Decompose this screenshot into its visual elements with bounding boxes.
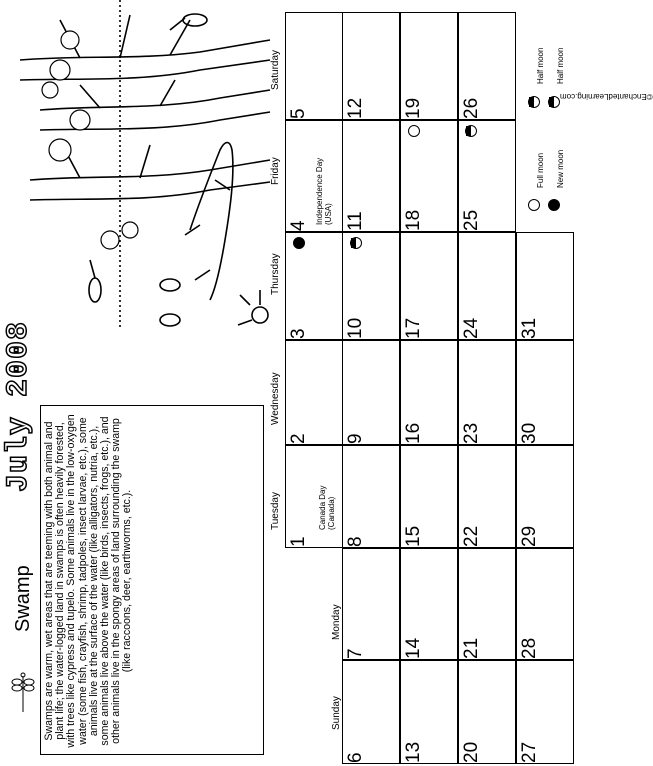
legend-half-1: Half moon [536,47,545,84]
topic-title: Swamp [12,565,34,632]
date-number: 5 [288,108,309,119]
date-number: 14 [403,637,424,659]
new-moon-icon [548,199,560,211]
date-number: 24 [461,317,482,339]
dayname-saturday: Saturday [270,49,281,90]
date-number: 9 [345,433,366,444]
full-moon-icon [528,199,540,211]
calendar-day-13 [400,660,458,764]
date-number: 29 [519,525,540,547]
date-number: 25 [461,209,482,231]
calendar-day-28 [516,548,574,660]
dayname-tuesday: Tuesday [270,492,281,530]
calendar-day-31 [516,232,574,340]
holiday-canada-day: Canada Day (Canada) [318,485,336,530]
calendar-day-27 [516,660,574,764]
legend-full: Full moon [536,152,545,188]
calendar-day-20 [458,660,516,764]
half-moon-icon [350,237,362,249]
new-moon-icon [293,237,305,249]
description-text: Swamps are warm, wet areas that are teeming with both animal and plant life; the water-logged land in swamps is often heavily forested, with trees like cypress and tupelo. Some animals live in the low-oxygen water (some fish, crayfish, shrimp, tadpoles, insect larvae, etc.), some animals live at the surface of the water (like alligators, nutria, etc.), some animals live above the water (like birds, insects, frogs, etc.), and other animals live in the spongy areas of land surrounding the swamp (like raccoons, deer, earthworms, etc.). [43,414,134,748]
holiday-independence-day: Independence Day (USA) [315,157,333,225]
calendar-day-29 [516,445,574,548]
full-moon-icon [408,125,420,137]
date-number: 3 [288,328,309,339]
dayname-thursday: Thursday [270,253,281,295]
calendar-day-23 [458,340,516,445]
calendar-day-12 [342,12,400,120]
date-number: 13 [403,741,424,763]
half-moon-icon [528,96,540,108]
date-number: 12 [345,97,366,119]
month-title: July 2008 [2,320,36,492]
calendar-day-8 [342,445,400,548]
calendar-day-5 [285,12,343,120]
date-number: 4 [288,220,309,231]
date-number: 8 [345,536,366,547]
dayname-sunday: Sunday [331,696,342,730]
calendar-day-14 [400,548,458,660]
calendar-day-22 [458,445,516,548]
calendar-day-16 [400,340,458,445]
date-number: 15 [403,525,424,547]
legend-half-2: Half moon [556,47,565,84]
dragonfly-icon [12,672,34,714]
calendar-day-25 [458,120,516,232]
date-number: 26 [461,97,482,119]
date-number: 21 [461,637,482,659]
date-number: 10 [345,317,366,339]
calendar-day-30 [516,340,574,445]
date-number: 11 [345,211,366,231]
legend-new: New moon [556,149,565,188]
date-number: 17 [403,317,424,339]
half-moon-icon [548,96,560,108]
date-number: 6 [345,752,366,763]
calendar-day-4 [285,120,343,232]
date-number: 20 [461,741,482,763]
date-number: 18 [403,209,424,231]
calendar-day-18 [400,120,458,232]
date-number: 2 [288,433,309,444]
calendar-day-9 [342,340,400,445]
date-number: 16 [403,422,424,444]
calendar-day-2 [285,340,343,445]
date-number: 1 [288,536,309,547]
date-number: 7 [345,648,366,659]
dayname-monday: Monday [331,604,342,640]
calendar-day-15 [400,445,458,548]
calendar-day-19 [400,12,458,120]
description-box [40,405,264,755]
calendar-day-7 [342,548,400,660]
site-credit: ©EnchantedLearning.com [560,92,653,101]
date-number: 22 [461,525,482,547]
dayname-friday: Friday [270,157,281,185]
date-number: 31 [519,317,540,339]
date-number: 23 [461,422,482,444]
calendar-day-21 [458,548,516,660]
calendar-day-10 [342,232,400,340]
calendar-day-11 [342,120,400,232]
date-number: 19 [403,97,424,119]
date-number: 27 [519,741,540,763]
calendar-day-17 [400,232,458,340]
date-number: 28 [519,637,540,659]
calendar-day-6 [342,660,400,764]
calendar-day-26 [458,12,516,120]
dayname-wednesday: Wednesday [270,372,281,425]
half-moon-icon [465,125,477,137]
calendar-day-3 [285,232,343,340]
calendar-day-24 [458,232,516,340]
swamp-illustration [20,0,280,330]
date-number: 30 [519,422,540,444]
